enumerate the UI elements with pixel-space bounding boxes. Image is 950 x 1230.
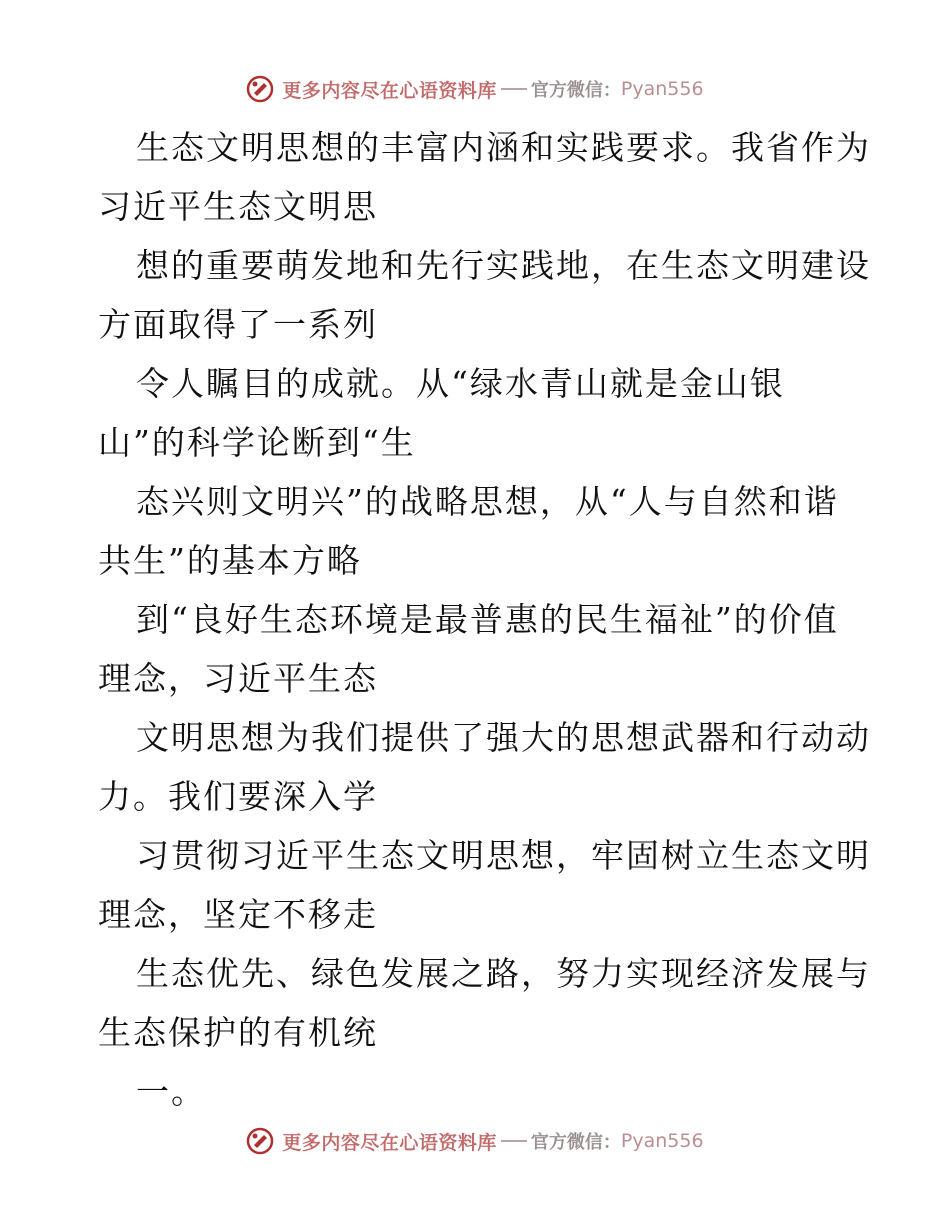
text-line: 生态文明思想的丰富内涵和实践要求。我省作为 xyxy=(136,128,871,167)
text-line: 想的重要萌发地和先行实践地，在生态文明建设 xyxy=(136,246,871,285)
text-line: 到“良好生态环境是最普惠的民生福祉”的价值 xyxy=(136,600,839,639)
text-line: 理念，坚定不移走 xyxy=(98,895,378,934)
watermark-suffix-text: 官方微信： xyxy=(530,80,621,101)
watermark-suffix-text: 官方微信： xyxy=(530,1132,621,1153)
text-line: 共生”的基本方略 xyxy=(98,541,362,580)
text-line: 令人瞩目的成就。从“绿水青山就是金山银 xyxy=(136,364,785,403)
text-line: 理念，习近平生态 xyxy=(98,659,378,698)
text-line: 习近平生态文明思 xyxy=(98,187,378,226)
logo-icon xyxy=(246,75,274,103)
text-line: 山”的科学论断到“生 xyxy=(98,423,416,462)
text-line: 生态优先、绿色发展之路，努力实现经济发展与 xyxy=(136,954,871,993)
watermark-main-text: 更多内容尽在心语资料库 xyxy=(282,1131,497,1154)
text-line: 态兴则文明兴”的战略思想，从“人与自然和谐 xyxy=(136,482,839,521)
text-line: 习贯彻习近平生态文明思想，牢固树立生态文明 xyxy=(136,836,871,875)
watermark-id-text: Pyan556 xyxy=(620,78,704,100)
logo-icon xyxy=(246,1127,274,1155)
document-body xyxy=(98,118,871,1121)
watermark-id-text: Pyan556 xyxy=(620,1130,704,1152)
watermark-separator xyxy=(501,1140,527,1142)
text-line: 生态保护的有机统 xyxy=(98,1013,378,1052)
text-line: 方面取得了一系列 xyxy=(98,305,378,344)
footer-watermark xyxy=(0,1124,950,1158)
text-line: 一。 xyxy=(136,1072,206,1111)
header-watermark xyxy=(0,72,950,106)
text-line: 力。我们要深入学 xyxy=(98,777,378,816)
watermark-separator xyxy=(501,88,527,90)
text-line: 文明思想为我们提供了强大的思想武器和行动动 xyxy=(136,718,871,757)
watermark-main-text: 更多内容尽在心语资料库 xyxy=(282,79,497,102)
